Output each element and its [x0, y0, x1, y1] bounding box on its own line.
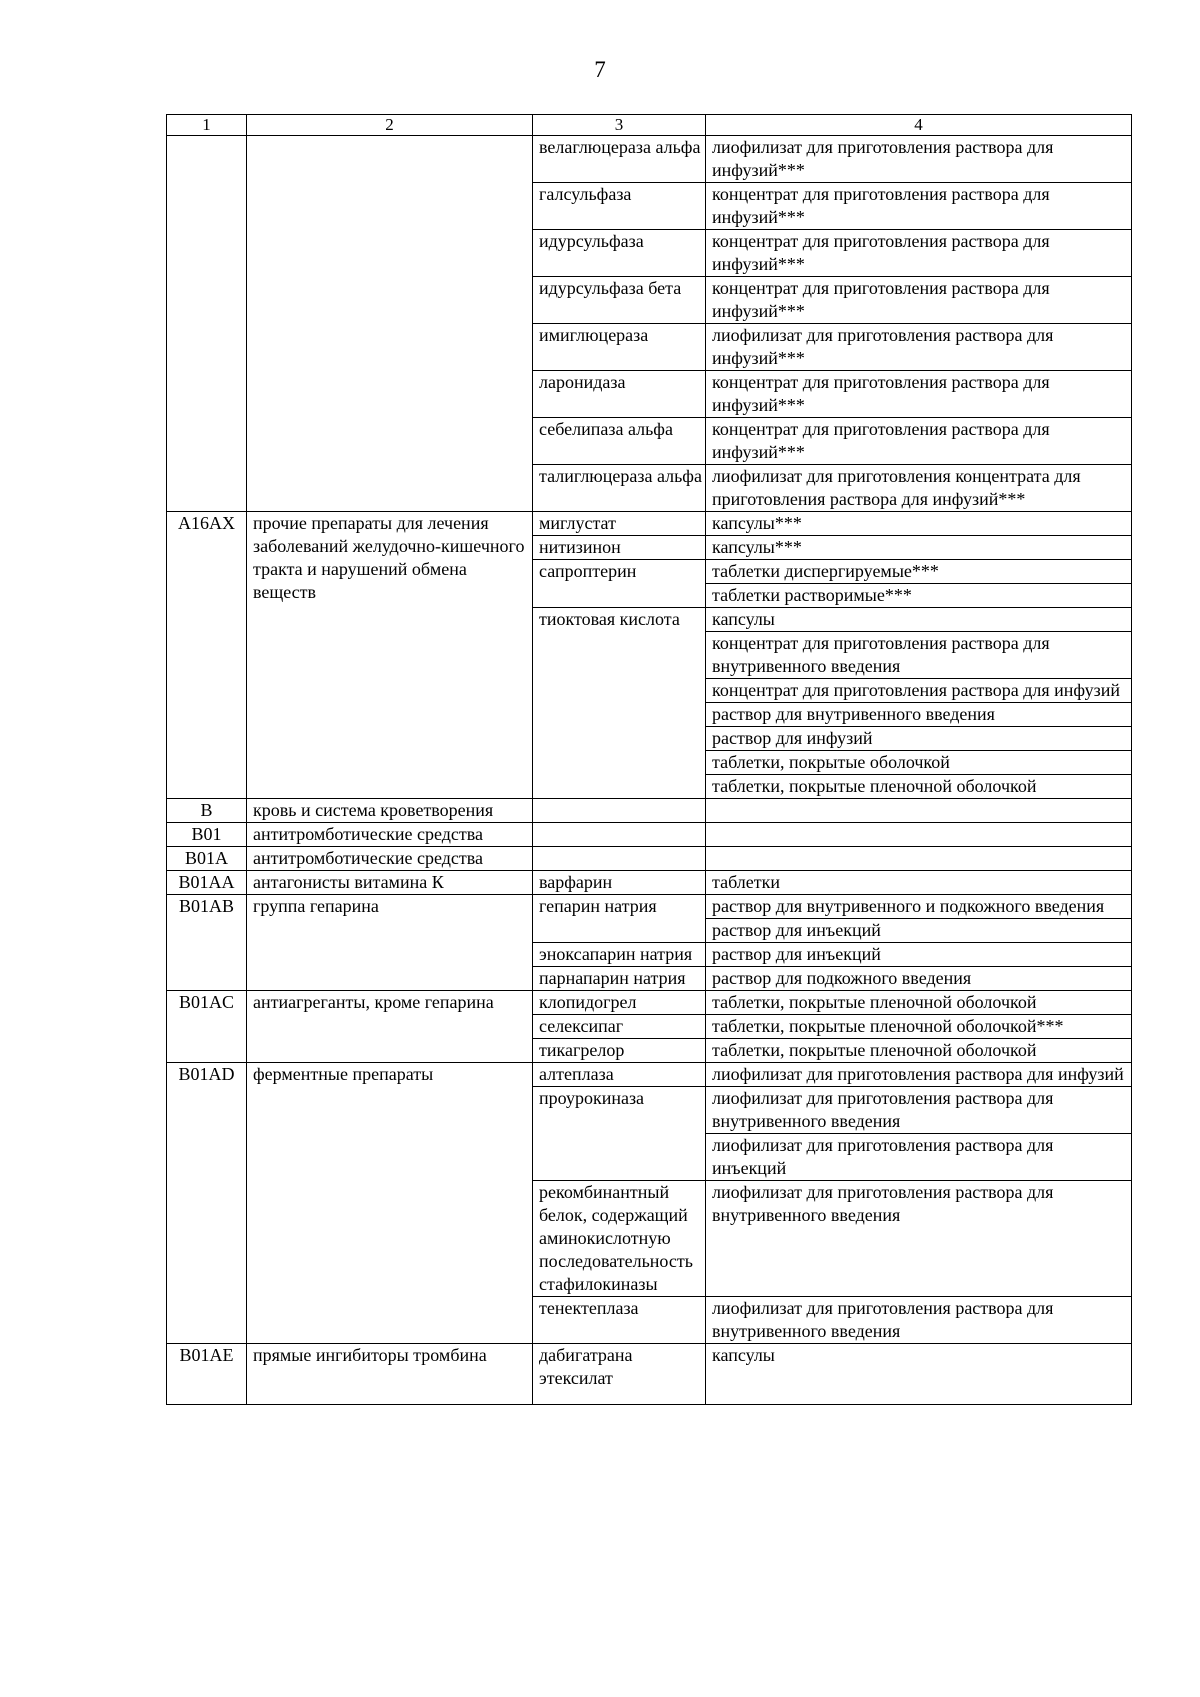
group-name: прямые ингибиторы тромбина: [247, 1344, 533, 1405]
group-name: [247, 136, 533, 512]
drug-name: идурсульфаза: [533, 230, 706, 277]
column-number: 1: [167, 115, 247, 136]
drug-name: себелипаза альфа: [533, 418, 706, 465]
drug-name: галсульфаза: [533, 183, 706, 230]
dosage-form: таблетки, покрытые пленочной оболочкой***: [706, 1015, 1132, 1039]
drug-name: проурокиназа: [533, 1087, 706, 1181]
dosage-form: раствор для внутривенного и подкожного введения: [706, 895, 1132, 919]
table-row: [167, 823, 1132, 847]
drug-name: гепарин натрия: [533, 895, 706, 943]
drug-name: [533, 823, 706, 847]
drug-name: селексипаг: [533, 1015, 706, 1039]
dosage-form: лиофилизат для приготовления концентрата для приготовления раствора для инфузий***: [706, 465, 1132, 512]
group-name: антагонисты витамина К: [247, 871, 533, 895]
drug-name: сапроптерин: [533, 560, 706, 608]
dosage-form: концентрат для приготовления раствора для инфузий***: [706, 183, 1132, 230]
atc-code: B01AD: [167, 1063, 247, 1344]
drug-name: миглустат: [533, 512, 706, 536]
table-row: [167, 847, 1132, 871]
table-row: [167, 1063, 1132, 1087]
dosage-form: капсулы: [706, 608, 1132, 632]
group-name: антитромботические средства: [247, 823, 533, 847]
atc-code: B01AA: [167, 871, 247, 895]
dosage-form: концентрат для приготовления раствора для инфузий: [706, 679, 1132, 703]
dosage-form: капсулы***: [706, 536, 1132, 560]
group-name: кровь и система кроветворения: [247, 799, 533, 823]
drug-name: ларонидаза: [533, 371, 706, 418]
table-row: [167, 136, 1132, 183]
dosage-form: таблетки диспергируемые***: [706, 560, 1132, 584]
dosage-form: лиофилизат для приготовления раствора для инфузий***: [706, 136, 1132, 183]
dosage-form: лиофилизат для приготовления раствора для инфузий: [706, 1063, 1132, 1087]
drug-name: велаглюцераза альфа: [533, 136, 706, 183]
atc-code: B01AC: [167, 991, 247, 1063]
drug-name: тикагрелор: [533, 1039, 706, 1063]
group-name: прочие препараты для лечения заболеваний желудочно-кишечного тракта и нарушений обмена веществ: [247, 512, 533, 799]
dosage-form: таблетки, покрытые пленочной оболочкой: [706, 1039, 1132, 1063]
dosage-form: концентрат для приготовления раствора для инфузий***: [706, 230, 1132, 277]
dosage-form: таблетки, покрытые пленочной оболочкой: [706, 991, 1132, 1015]
dosage-form: таблетки растворимые***: [706, 584, 1132, 608]
group-name: антитромботические средства: [247, 847, 533, 871]
dosage-form: концентрат для приготовления раствора для инфузий***: [706, 418, 1132, 465]
drug-name: талиглюцераза альфа: [533, 465, 706, 512]
drug-name: клопидогрел: [533, 991, 706, 1015]
dosage-form: концентрат для приготовления раствора для инфузий***: [706, 277, 1132, 324]
dosage-form: [706, 847, 1132, 871]
dosage-form: [706, 823, 1132, 847]
atc-code: A16AX: [167, 512, 247, 799]
dosage-form: лиофилизат для приготовления раствора для внутривенного введения: [706, 1087, 1132, 1134]
drug-name: нитизинон: [533, 536, 706, 560]
dosage-form: [706, 799, 1132, 823]
drug-name: тенектеплаза: [533, 1297, 706, 1344]
page-number: 7: [594, 57, 606, 82]
column-number: 4: [706, 115, 1132, 136]
group-name: антиагреганты, кроме гепарина: [247, 991, 533, 1063]
table-row: [167, 991, 1132, 1015]
drug-name: дабигатрана этексилат: [533, 1344, 706, 1405]
atc-code: B01AB: [167, 895, 247, 991]
dosage-form: лиофилизат для приготовления раствора для инъекций: [706, 1134, 1132, 1181]
drug-name: имиглюцераза: [533, 324, 706, 371]
atc-code: B: [167, 799, 247, 823]
drug-name: варфарин: [533, 871, 706, 895]
atc-code: B01A: [167, 847, 247, 871]
column-number: 2: [247, 115, 533, 136]
drug-table: [166, 114, 1132, 1405]
dosage-form: лиофилизат для приготовления раствора для инфузий***: [706, 324, 1132, 371]
column-number: 3: [533, 115, 706, 136]
dosage-form: таблетки, покрытые оболочкой: [706, 751, 1132, 775]
dosage-form: раствор для инъекций: [706, 919, 1132, 943]
group-name: группа гепарина: [247, 895, 533, 991]
drug-name: [533, 847, 706, 871]
table-row: [167, 1344, 1132, 1405]
dosage-form: таблетки: [706, 871, 1132, 895]
atc-code: B01: [167, 823, 247, 847]
drug-name: тиоктовая кислота: [533, 608, 706, 799]
dosage-form: раствор для внутривенного введения: [706, 703, 1132, 727]
dosage-form: раствор для инфузий: [706, 727, 1132, 751]
drug-name: алтеплаза: [533, 1063, 706, 1087]
dosage-form: раствор для подкожного введения: [706, 967, 1132, 991]
dosage-form: концентрат для приготовления раствора для внутривенного введения: [706, 632, 1132, 679]
atc-code: B01AE: [167, 1344, 247, 1405]
group-name: ферментные препараты: [247, 1063, 533, 1344]
drug-name: парнапарин натрия: [533, 967, 706, 991]
table-row: [167, 799, 1132, 823]
dosage-form: капсулы: [706, 1344, 1132, 1405]
drug-name: идурсульфаза бета: [533, 277, 706, 324]
table-row: [167, 871, 1132, 895]
drug-name: [533, 799, 706, 823]
dosage-form: лиофилизат для приготовления раствора для внутривенного введения: [706, 1297, 1132, 1344]
table-row: [167, 512, 1132, 536]
dosage-form: лиофилизат для приготовления раствора для внутривенного введения: [706, 1181, 1132, 1297]
dosage-form: раствор для инъекций: [706, 943, 1132, 967]
drug-name: эноксапарин натрия: [533, 943, 706, 967]
column-number-row: [167, 115, 1132, 136]
dosage-form: капсулы***: [706, 512, 1132, 536]
table-row: [167, 895, 1132, 919]
drug-name: рекомбинантный белок, содержащий аминокислотную последовательность стафилокиназы: [533, 1181, 706, 1297]
dosage-form: таблетки, покрытые пленочной оболочкой: [706, 775, 1132, 799]
dosage-form: концентрат для приготовления раствора для инфузий***: [706, 371, 1132, 418]
atc-code: [167, 136, 247, 512]
